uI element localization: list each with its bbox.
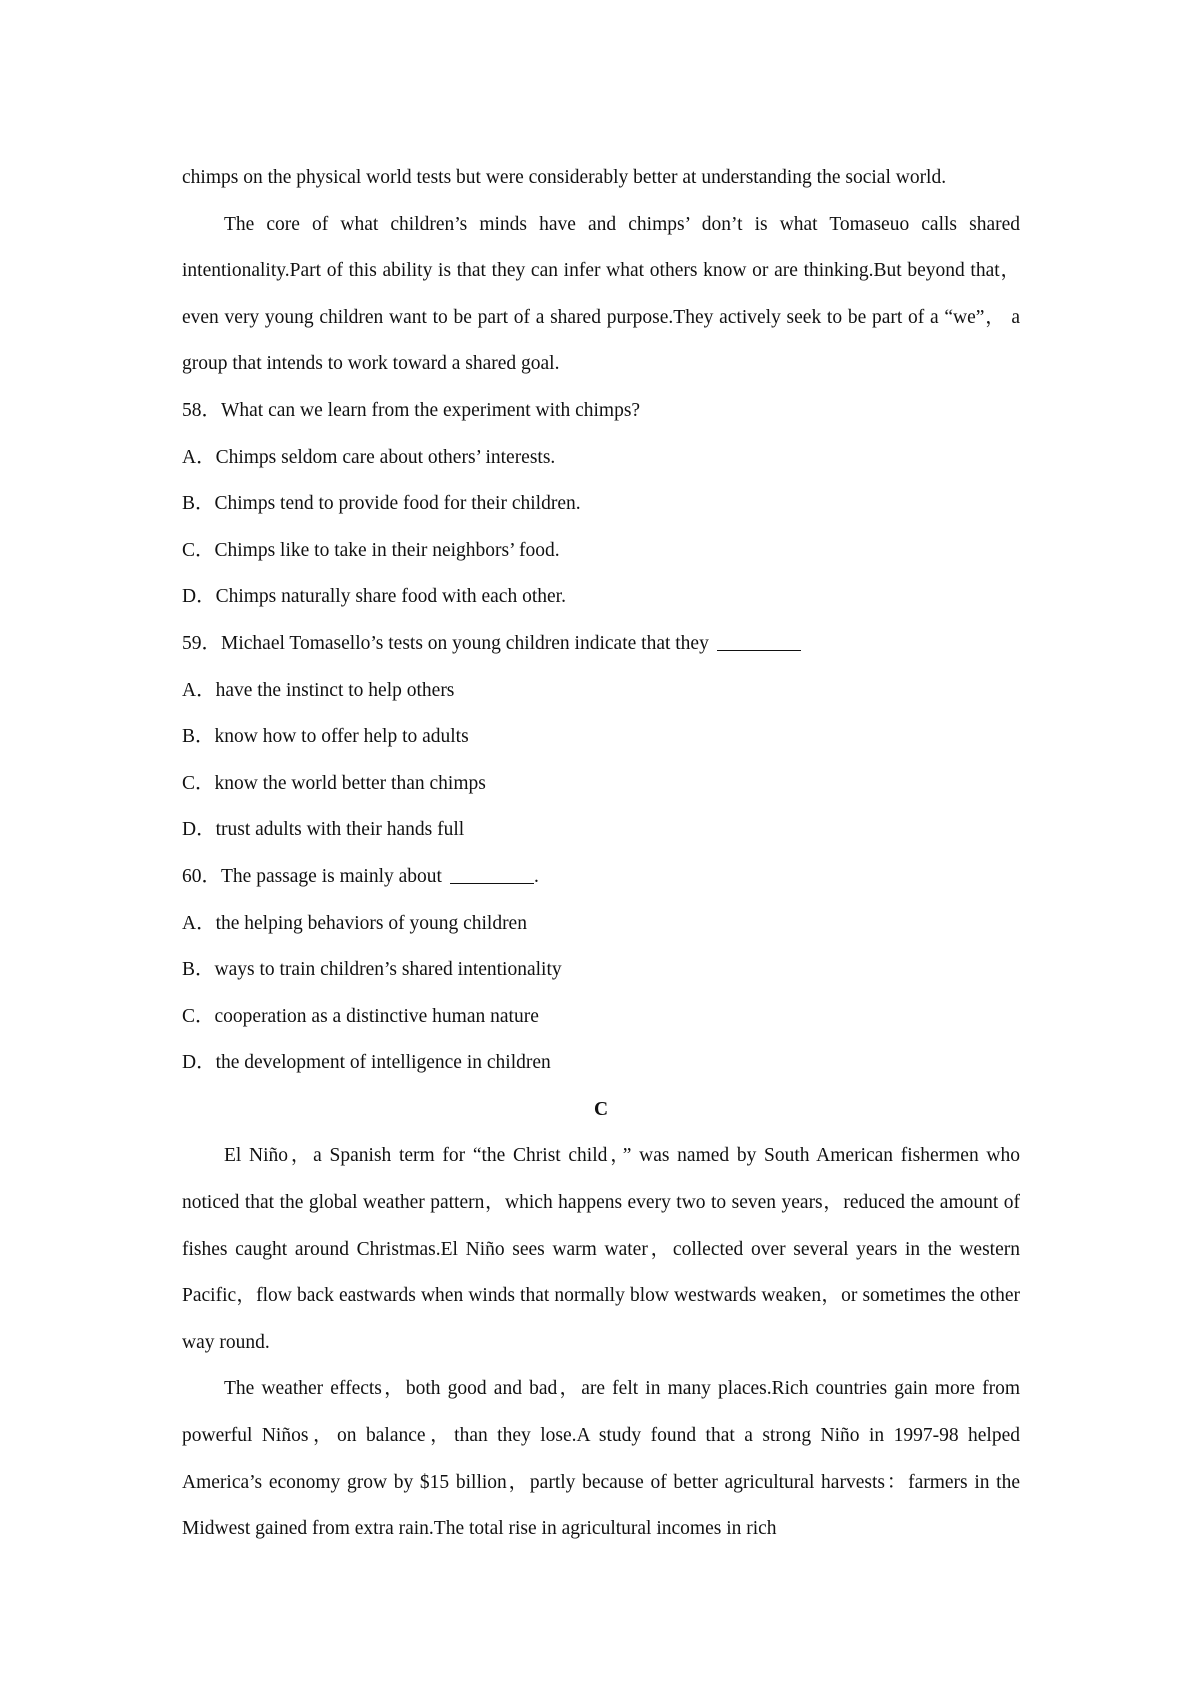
option-d: D．trust adults with their hands full [182, 819, 465, 841]
option-a: A．the helping behaviors of young children [182, 912, 527, 934]
answer-blank [450, 863, 534, 884]
question-stem [182, 854, 1020, 901]
option-b: B．ways to train children’s shared intentionality [182, 959, 562, 981]
question-58 [182, 388, 1020, 621]
option-a: A．Chimps seldom care about others’ interests. [182, 446, 556, 468]
question-stem-suffix: . [533, 865, 539, 887]
option-b: B．know how to offer help to adults [182, 726, 469, 748]
question-59 [182, 621, 1020, 854]
option-b: B．Chimps tend to provide food for their children. [182, 493, 581, 515]
question-stem: 58．What can we learn from the experiment with chimps? [182, 399, 641, 421]
answer-blank [717, 630, 801, 651]
question-60 [182, 854, 1020, 1087]
question-stem-text: 60．The passage is mainly about [182, 865, 442, 887]
option-a: A．have the instinct to help others [182, 679, 455, 701]
question-stem [182, 621, 1020, 668]
question-stem-text: 59．Michael Tomasello’s tests on young children indicate that they [182, 632, 709, 654]
option-c: C．Chimps like to take in their neighbors’ food. [182, 539, 560, 561]
option-d: D．Chimps naturally share food with each other. [182, 586, 566, 608]
passage-c-paragraph-weather-effects: The weather effects，both good and bad，are felt in many places.Rich countries gain more from powerful Niños，on balance，than they lose.A study found that a strong Niño in 1997-98 helped America’s economy grow by $15 billion，partly because of better agricultural harvests：farmers in the Midwest gained from extra rain.The total rise in agricultural incomes in rich [182, 1378, 1020, 1540]
option-c: C．cooperation as a distinctive human nature [182, 1005, 539, 1027]
passage-c-paragraph-el-nino: El Niño，a Spanish term for “the Christ child，” was named by South American fishermen who noticed that the global weather pattern，which happens every two to seven years，reduced the amount of fishes caught around Christmas.El Niño sees warm water，collected over several years in the western Pacific，flow back eastwards when winds that normally blow westwards weaken，or sometimes the other way round. [182, 1145, 1020, 1353]
section-heading-c: C [593, 1098, 609, 1120]
passage-b-paragraph-continued: chimps on the physical world tests but were considerably better at understanding the social world. [182, 167, 947, 188]
passage-b-paragraph-shared-intentionality: The core of what children’s minds have and chimps’ don’t is what Tomaseuo calls shared intentionality.Part of this ability is that they can infer what others know or are thinking.But beyond that，even very young children want to be part of a shared purpose.They actively seek to be part of a “we”， a group that intends to work toward a shared goal. [182, 213, 1020, 375]
option-d: D．the development of intelligence in children [182, 1052, 551, 1074]
option-c: C．know the world better than chimps [182, 772, 486, 794]
document-page [182, 155, 1020, 1553]
